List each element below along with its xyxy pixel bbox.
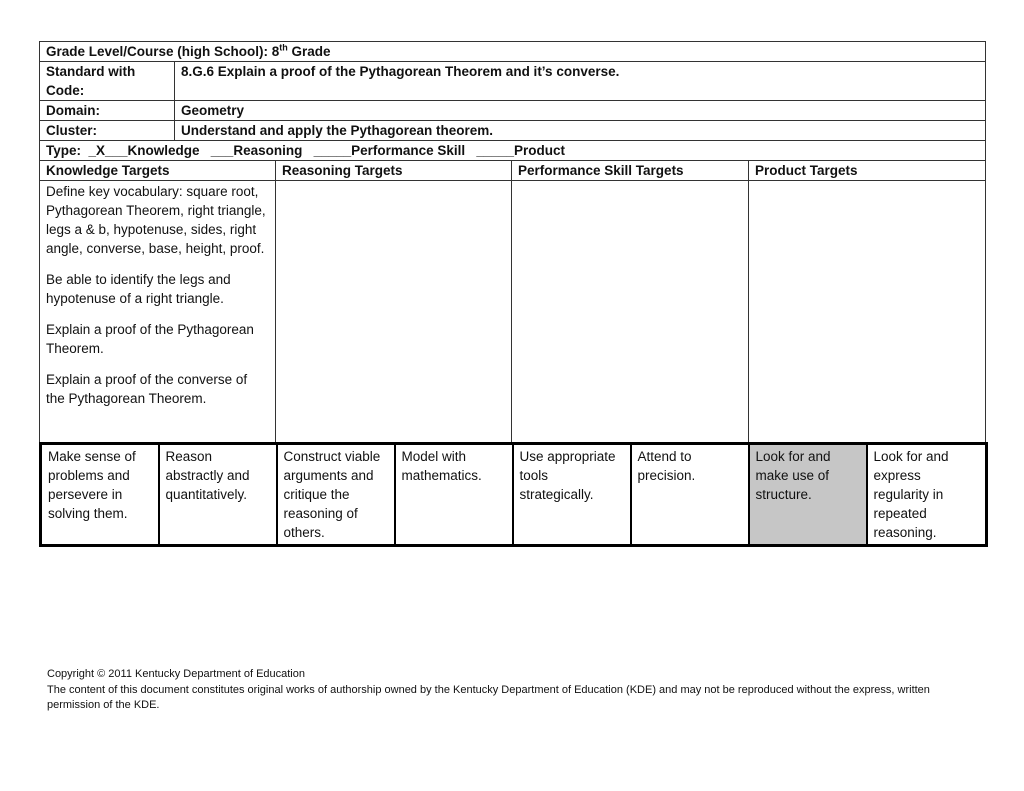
knowledge-targets-cell: [40, 181, 276, 443]
reasoning-targets-header: Reasoning Targets: [276, 161, 512, 181]
knowledge-target-item: Explain a proof of the converse of the Pythagorean Theorem.: [46, 372, 248, 406]
footer: [47, 667, 977, 714]
practice-cell-7-highlighted: Look for and make use of structure.: [749, 444, 867, 546]
practice-cell-1: Make sense of problems and persevere in solving them.: [41, 444, 159, 546]
domain-label: Domain:: [40, 101, 175, 121]
unpacked-standard-document: [39, 41, 985, 547]
practice-cell-6: Attend to precision.: [631, 444, 749, 546]
grade-level-cell: [40, 42, 986, 62]
performance-skill-targets-cell: [512, 181, 749, 443]
product-targets-cell: [749, 181, 986, 443]
practice-cell-3: Construct viable arguments and critique the reasoning of others.: [277, 444, 395, 546]
practice-cell-5: Use appropriate tools strategically.: [513, 444, 631, 546]
cluster-value: Understand and apply the Pythagorean theorem.: [175, 121, 986, 141]
knowledge-target-item: Define key vocabulary: square root, Pythagorean Theorem, right triangle, legs a & b, hypotenuse, sides, right angle, converse, base, height, proof.: [46, 184, 266, 256]
cluster-label: Cluster:: [40, 121, 175, 141]
type-row: [40, 141, 986, 161]
math-practices-table: [39, 442, 988, 547]
standard-info-table: [39, 41, 986, 443]
standard-label: Standard with Code:: [40, 62, 175, 101]
standard-value: 8.G.6 Explain a proof of the Pythagorean Theorem and it’s converse.: [175, 62, 986, 101]
domain-row: [40, 101, 986, 121]
practice-cell-2: Reason abstractly and quantitatively.: [159, 444, 277, 546]
product-targets-header: Product Targets: [749, 161, 986, 181]
knowledge-targets-header: Knowledge Targets: [40, 161, 276, 181]
knowledge-target-item: Explain a proof of the Pythagorean Theorem.: [46, 322, 254, 356]
copyright-notice: The content of this document constitutes original works of authorship owned by the Kentucky Department of Education (KDE) and may not be reproduced without the express, written permission of the KDE.: [47, 683, 930, 711]
type-line: Type: _X___Knowledge ___Reasoning _____Performance Skill _____Product: [40, 141, 986, 161]
targets-header-row: [40, 161, 986, 181]
copyright-line: Copyright © 2011 Kentucky Department of Education: [47, 668, 305, 680]
practice-cell-8: Look for and express regularity in repeated reasoning.: [867, 444, 987, 546]
knowledge-target-item: Be able to identify the legs and hypotenuse of a right triangle.: [46, 272, 231, 306]
targets-content-row: [40, 181, 986, 443]
cluster-row: [40, 121, 986, 141]
grade-level-superscript: th: [279, 42, 288, 53]
domain-value: Geometry: [175, 101, 986, 121]
standard-row: [40, 62, 986, 101]
reasoning-targets-cell: [276, 181, 512, 443]
performance-skill-targets-header: Performance Skill Targets: [512, 161, 749, 181]
grade-row: [40, 42, 986, 62]
grade-level-suffix: Grade: [287, 44, 331, 59]
practice-cell-4: Model with mathematics.: [395, 444, 513, 546]
grade-level-label: Grade Level/Course (high School): 8: [46, 44, 280, 59]
math-practices-row: [41, 444, 987, 546]
